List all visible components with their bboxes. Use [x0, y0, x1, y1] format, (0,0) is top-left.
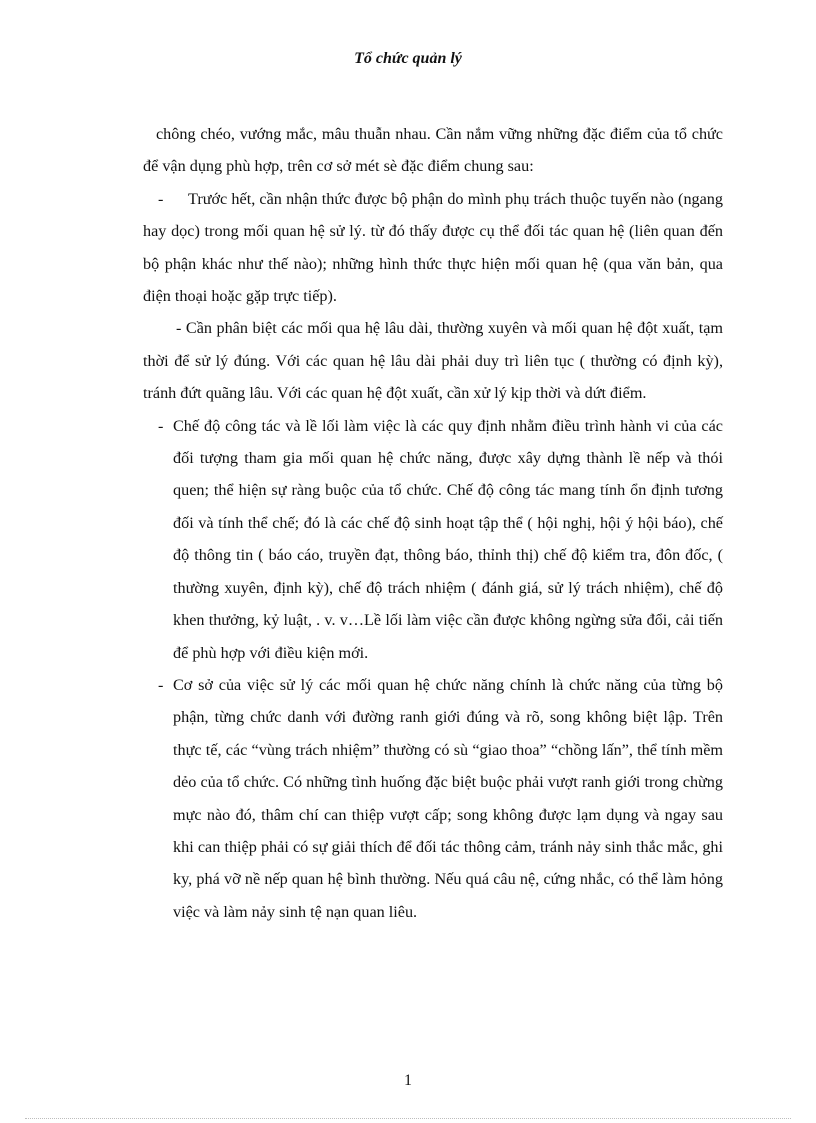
document-body	[143, 118, 723, 928]
paragraph-intro: chông chéo, vướng mắc, mâu thuẫn nhau. Cần nắm vững những đặc điểm của tổ chức để vận dụng phù hợp, trên cơ sở mét sè đặc điểm chung sau:	[143, 125, 723, 176]
list-item-text: Trước hết, cần nhận thức được bộ phận do mình phụ trách thuộc tuyến nào (ngang hay dọc) trong mối quan hệ sử lý. từ đó thấy được cụ thể đối tác quan hệ (liên quan đến bộ phận khác như thế nào); những hình thức thực hiện mối quan hệ (qua văn bản, qua điện thoại hoặc gặp trực tiếp).	[143, 189, 723, 306]
page-header-title: Tổ chức quản lý	[354, 50, 462, 67]
list-dash: -	[158, 416, 164, 435]
list-dash: -	[158, 675, 164, 694]
list-item-text: Chế độ công tác và lề lối làm việc là các quy định nhằm điều trình hành vi của các đối tượng tham gia mối quan hệ chức năng, được xây dựng thành lề nếp và thói quen; thể hiện sự ràng buộc của tổ chức. Chế độ công tác mang tính ổn định tương đối và tính thể chế; đó là các chế độ sinh hoạt tập thể ( hội nghị, hội ý hội báo), chế độ thông tin ( báo cáo, truyền đạt, thông báo, thỉnh thị) chế độ kiểm tra, đôn đốc, ( thường xuyên, định kỳ), chế độ trách nhiệm ( đánh giá, sử lý trách nhiệm), chế độ khen thưởng, kỷ luật, . v. v…Lề lối làm việc cần được không ngừng sửa đổi, cải tiến để phù hợp với điều kiện mới.	[173, 416, 723, 662]
list-item-co-so	[143, 669, 723, 928]
page-bottom-divider	[25, 1118, 791, 1119]
page-number: 1	[404, 1072, 412, 1089]
list-item-tuyen	[143, 183, 723, 313]
list-dash: -	[158, 189, 164, 208]
list-item-che-do	[143, 410, 723, 669]
paragraph-phan-biet: - Cần phân biệt các mối qua hệ lâu dài, thường xuyên và mối quan hệ đột xuất, tạm thời để sử lý đúng. Với các quan hệ lâu dài phải duy trì liên tục ( thường có định kỳ), tránh đứt quãng lâu. Với các quan hệ đột xuất, cần xử lý kịp thời và dứt điểm.	[143, 319, 723, 403]
list-item-text: Cơ sở của việc sử lý các mối quan hệ chức năng chính là chức năng của từng bộ phận, từng chức danh với đường ranh giới đúng và rõ, song không biệt lập. Trên thực tế, các “vùng trách nhiệm” thường có sù “giao thoa” “chồng lấn”, thể tính mềm dẻo của tổ chức. Có những tình huống đặc biệt buộc phải vượt ranh giới trong chừng mực nào đó, thâm chí can thiệp vượt cấp; song không được lạm dụng và ngay sau khi can thiệp phải có sự giải thích để đối tác thông cảm, tránh nảy sinh thắc mắc, ghi ky, phá vỡ nề nếp quan hệ bình thường. Nếu quá câu nệ, cứng nhắc, có thể làm hỏng việc và làm nảy sinh tệ nạn quan liêu.	[173, 675, 723, 921]
